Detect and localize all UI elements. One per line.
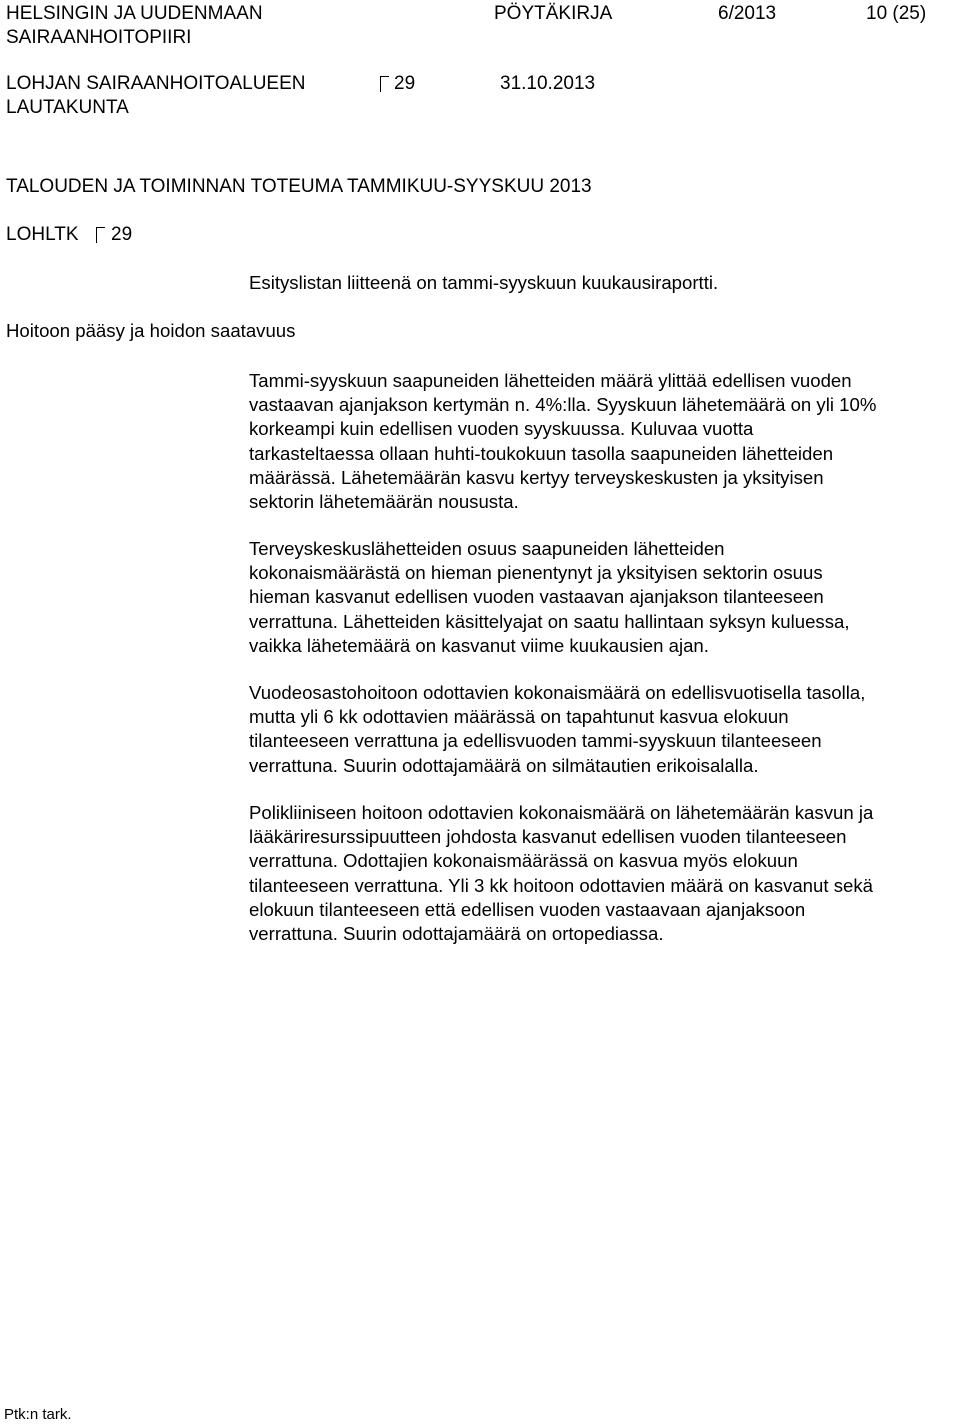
paragraph-line: vaikka lähetemäärä on kasvanut viime kuukausien ajan.: [249, 634, 709, 656]
paragraph-line: verrattuna. Suurin odottajamäärä on silmätautien erikoisalalla.: [249, 754, 759, 776]
paragraph-line: verrattuna. Lähetteiden käsittelyajat on saatu hallintaan syksyn kuluessa,: [249, 610, 850, 632]
paragraph-referral-shares: [249, 537, 954, 658]
reference-number: 29: [111, 224, 133, 245]
organization-name-line1: HELSINGIN JA UUDENMAAN: [6, 3, 263, 24]
paragraph-line: lääkäriresurssipuutteen johdosta kasvanut edellisen vuoden tilanteeseen: [249, 826, 847, 848]
section-number: 29: [394, 73, 416, 94]
paragraph-line: elokuun tilanteeseen että edellisen vuoden vastaavaan ajanjaksoon: [249, 898, 806, 920]
paragraph-line: kokonaismäärästä on hieman pienentynyt ja yksityisen sektorin osuus: [249, 562, 823, 584]
paragraph-line: tilanteeseen verrattuna ja edellisvuoden tammi-syyskuun tilanteeseen: [249, 730, 822, 752]
page-number: 10 (25): [866, 3, 927, 24]
reference-label: LOHLTK: [6, 224, 79, 245]
board-name-line2: LAUTAKUNTA: [6, 97, 129, 118]
footer-signature-note: Ptk:n tark.: [4, 1406, 72, 1423]
paragraph-line: Polikliiniseen hoitoon odottavien kokonaismäärä on lähetemäärän kasvun ja: [249, 802, 874, 823]
paragraph-line: tarkasteltaessa ollaan huhti-toukokuun tasolla saapuneiden lähetteiden: [249, 442, 834, 464]
paragraph-line: verrattuna. Suurin odottajamäärä on ortopediassa.: [249, 923, 664, 945]
paragraph-line: hieman kasvanut edellisen vuoden vastaavan ajanjakson tilanteeseen: [249, 586, 824, 608]
page-title: TALOUDEN JA TOIMINNAN TOTEUMA TAMMIKUU-SYYSKUU 2013: [6, 176, 592, 197]
paragraph-line: verrattuna. Odottajien kokonaismäärässä on kasvua myös elokuun: [249, 850, 798, 872]
section-mark-icon: [380, 76, 381, 92]
meeting-date: 31.10.2013: [500, 73, 596, 94]
paragraph-line: tilanteeseen verrattuna. Yli 3 kk hoitoon odottavien määrä on kasvanut sekä: [249, 874, 873, 896]
paragraph-line: mutta yli 6 kk odottavien määrässä on tapahtunut kasvua elokuun: [249, 706, 789, 728]
document-number: 6/2013: [718, 3, 777, 24]
document-type: PÖYTÄKIRJA: [494, 3, 613, 24]
paragraph-line: korkeampi kuin edellisen vuoden syyskuussa. Kuluvaa vuotta: [249, 418, 754, 440]
paragraph-referrals: [249, 369, 954, 514]
intro-text: Esityslistan liitteenä on tammi-syyskuun kuukausiraportti.: [249, 272, 719, 293]
paragraph-line: Tammi-syyskuun saapuneiden lähetteiden määrä ylittää edellisen vuoden: [249, 370, 852, 391]
section-mark-icon: [96, 227, 97, 243]
paragraph-line: Vuodeosastohoitoon odottavien kokonaismäärä on edellisvuotisella tasolla,: [249, 682, 866, 703]
paragraph-line: vastaavan ajanjakson kertymän n. 4%:lla. Syyskuun lähetemäärä on yli 10%: [249, 394, 877, 416]
organization-name-line2: SAIRAANHOITOPIIRI: [6, 27, 192, 48]
paragraph-ward-care: [249, 681, 954, 778]
board-name-line1: LOHJAN SAIRAANHOITOALUEEN: [6, 73, 306, 94]
paragraph-outpatient-care: [249, 801, 954, 946]
paragraph-line: määrässä. Lähetemäärän kasvu kertyy terveyskeskusten ja yksityisen: [249, 466, 824, 488]
paragraph-line: sektorin lähetemäärän noususta.: [249, 491, 519, 513]
paragraph-line: Terveyskeskuslähetteiden osuus saapuneiden lähetteiden: [249, 538, 725, 559]
section-heading: Hoitoon pääsy ja hoidon saatavuus: [6, 320, 296, 341]
